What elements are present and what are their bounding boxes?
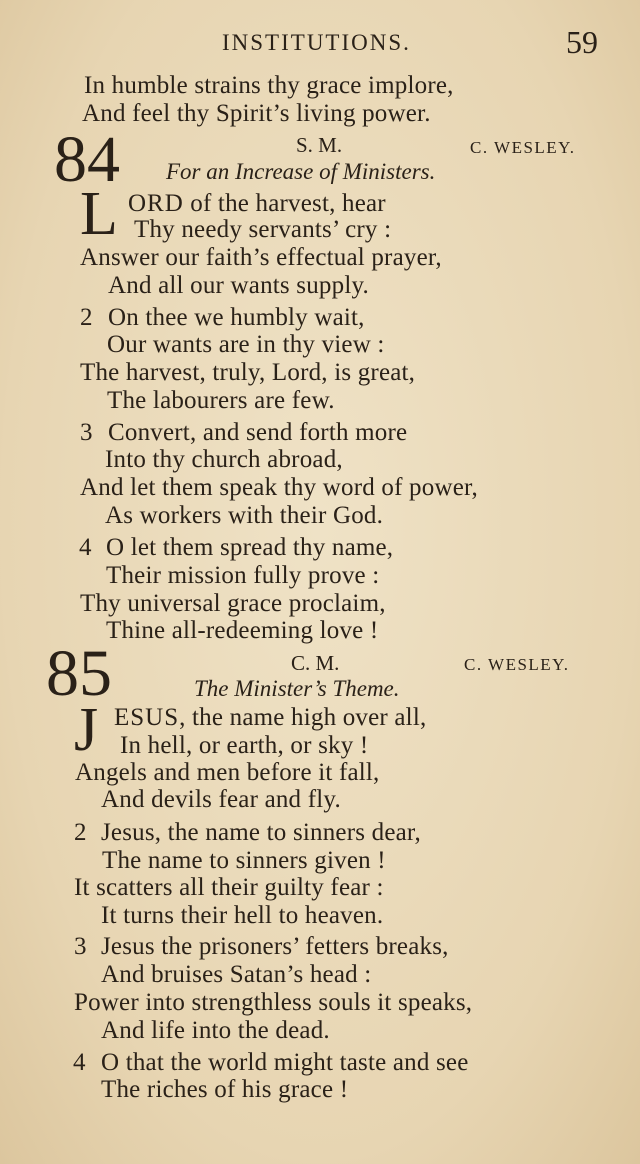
verse-line: The name to sinners given ! <box>102 847 386 874</box>
drop-cap: J <box>74 696 99 764</box>
verse-line: It turns their hell to heaven. <box>101 902 384 929</box>
hymn-meter: C. M. <box>291 651 340 675</box>
verse-line: Their mission fully prove : <box>106 562 380 589</box>
verse-line: In humble strains thy grace implore, <box>84 72 454 99</box>
verse-line: It scatters all their guilty fear : <box>74 874 384 901</box>
stanza-number: 3 <box>74 933 87 960</box>
verse-line: Thine all-redeeming love ! <box>106 617 379 644</box>
verse-line: O let them spread thy name, <box>106 534 394 561</box>
verse-line: As workers with their God. <box>105 502 384 529</box>
first-word: ESUS <box>114 704 180 731</box>
verse-line: The labourers are few. <box>107 387 335 414</box>
verse-line: In hell, or earth, or sky ! <box>120 732 369 759</box>
verse-line: Jesus the prisoners’ fetters breaks, <box>101 933 449 960</box>
hymn-author: C. WESLEY. <box>464 655 570 674</box>
hymn-number: 85 <box>46 637 112 710</box>
verse-line: Convert, and send forth more <box>108 419 408 446</box>
verse-line: And bruises Satan’s head : <box>101 961 372 988</box>
verse-text: , the name high over all, <box>179 704 427 731</box>
drop-cap: L <box>80 180 118 248</box>
verse-line: The riches of his grace ! <box>101 1076 349 1103</box>
hymn-author: C. WESLEY. <box>470 138 576 157</box>
verse-line: Thy needy servants’ cry : <box>134 216 392 243</box>
stanza-number: 3 <box>80 419 93 446</box>
verse-line <box>128 190 386 218</box>
hymn-title: For an Increase of Ministers. <box>166 159 436 184</box>
verse-line: Angels and men before it fall, <box>75 759 380 786</box>
verse-line: Our wants are in thy view : <box>107 331 385 358</box>
running-title: INSTITUTIONS. <box>222 30 411 55</box>
verse-line: On thee we humbly wait, <box>108 304 365 331</box>
verse-line: Into thy church abroad, <box>105 446 343 473</box>
stanza-number: 4 <box>79 534 92 561</box>
verse-line: And feel thy Spirit’s living power. <box>82 100 431 127</box>
verse-line: And let them speak thy word of power, <box>80 474 478 501</box>
verse-line: Thy universal grace proclaim, <box>80 590 386 617</box>
stanza-number: 2 <box>74 819 87 846</box>
page-number: 59 <box>566 24 598 60</box>
verse-line: O that the world might taste and see <box>101 1049 469 1076</box>
hymn-title: The Minister’s Theme. <box>194 676 400 701</box>
stanza-number: 2 <box>80 304 93 331</box>
verse-line: The harvest, truly, Lord, is great, <box>80 359 416 386</box>
verse-line: And all our wants supply. <box>108 272 369 299</box>
stanza-number: 4 <box>73 1049 86 1076</box>
verse-line: Jesus, the name to sinners dear, <box>101 819 421 846</box>
verse-line: Power into strengthless souls it speaks, <box>74 989 473 1016</box>
verse-line <box>114 704 426 732</box>
verse-text: of the harvest, hear <box>183 190 386 217</box>
first-word: ORD <box>128 190 184 217</box>
verse-line: Answer our faith’s effectual prayer, <box>80 244 442 271</box>
verse-line: And life into the dead. <box>101 1017 330 1044</box>
verse-line: And devils fear and fly. <box>101 786 341 813</box>
hymn-number: 84 <box>54 123 120 196</box>
hymn-meter: S. M. <box>296 133 343 157</box>
